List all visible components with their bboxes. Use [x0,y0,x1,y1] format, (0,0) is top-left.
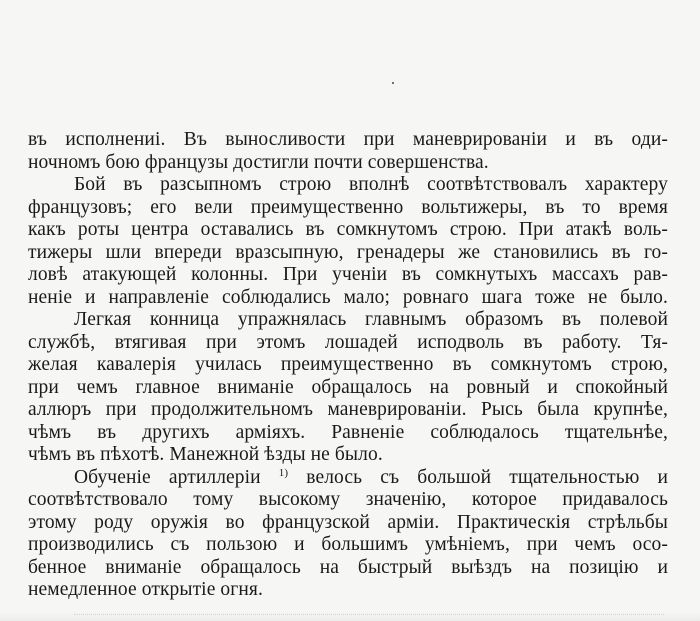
text-line: ловѣ атакующей колонны. При ученіи въ сомкнутыхъ массахъ рав- [28,264,668,285]
text-line: немедленное открытіе огня. [28,579,263,600]
text-line: тижеры шли впереди вразсыпную, гренадеры же становились въ го- [28,241,668,263]
text-line: французовъ; его вели преимущественно вольтижеры, въ то время [28,196,668,218]
body-text [28,129,668,602]
text-line: въ исполнениі. Въ выносливости при маневрированіи и въ оди- [28,129,668,150]
text-line: службѣ, втягивая при этомъ лошадей исподволь въ работу. Тя- [28,331,668,353]
paragraph-start: Бой въ разсыпномъ строю вполнѣ соотвѣтствовалъ характеру [74,174,668,195]
paragraph-start [28,467,668,490]
text-line: при чемъ главное вниманіе обращалось на ровный и спокойный [28,376,668,398]
text-line-tail: велось съ большой тщательностью и [306,466,668,488]
footnote-mark[interactable]: 1) [278,466,289,479]
text-line: бенное вниманіе обращалось на быстрый выѣздъ на позицію и [28,556,668,578]
text-line: чѣмъ въ другихъ арміяхъ. Равненіе соблюдалось тщательнѣе, [28,421,668,443]
scan-speck [392,82,394,84]
text-line: какъ роты центра оставались въ сомкнутомъ строю. При атакѣ воль- [28,219,668,240]
text-line: этому роду оружія во французской арміи. Практическія стрѣльбы [28,511,668,533]
text-line: чѣмъ въ пѣхотѣ. Манежной ѣзды не было. [28,444,383,465]
text-line: аллюръ при продолжительномъ маневрированіи. Рысь была крупнѣе, [28,399,668,420]
cut-off-next-line [74,614,664,621]
text-line: неніе и направленіе соблюдались мало; ровнаго шага тоже не было. [28,286,668,308]
text-line: ночномъ бою французы достигли почти совершенства. [28,151,489,173]
text-line: соотвѣтствовало тому высокому значенію, которое придавалось [28,489,668,510]
text-line: желая кавалерія училась преимущественно въ сомкнутомъ строю, [28,354,668,375]
artillery-prefix: Обученіе артиллеріи [74,466,261,488]
text-line: производились съ пользою и большимъ умѣніемъ, при чемъ осо- [28,534,668,555]
paragraph-start: Легкая конница упражнялась главнымъ образомъ въ полевой [74,309,668,330]
